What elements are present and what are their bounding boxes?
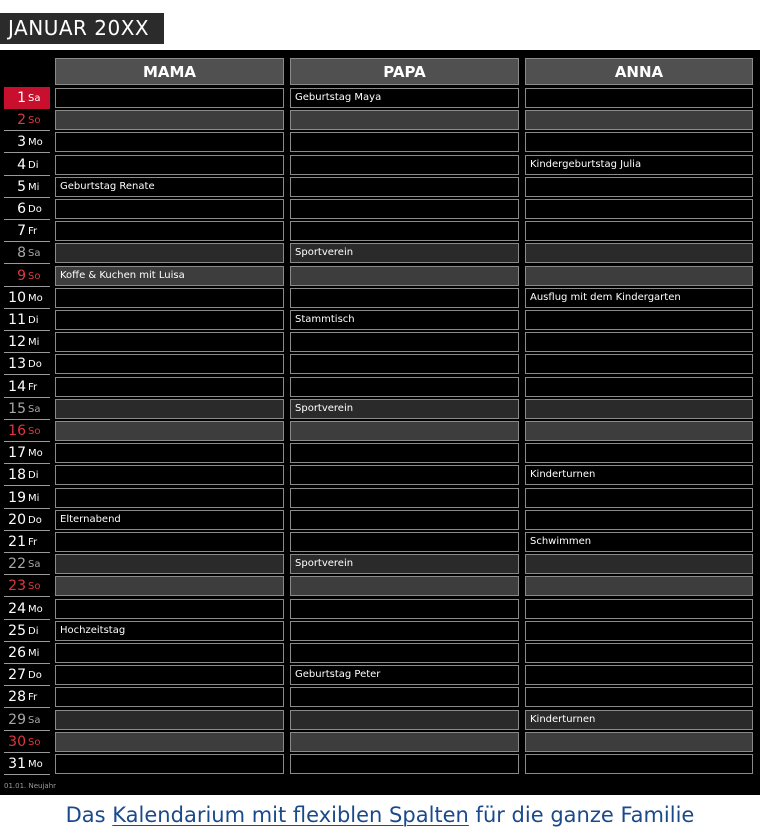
- calendar-cell[interactable]: Sportverein: [290, 399, 519, 419]
- day-number: 15: [8, 400, 26, 417]
- calendar-cell[interactable]: Kinderturnen: [525, 710, 753, 730]
- day-name: Mo: [28, 137, 43, 149]
- day-name: Do: [28, 204, 42, 215]
- caption-text-end: für die ganze Familie: [468, 803, 695, 827]
- day-label: [4, 686, 50, 708]
- day-name: Di: [28, 470, 39, 482]
- month-title: JANUAR 20XX: [0, 13, 164, 44]
- calendar-cell[interactable]: [290, 732, 519, 752]
- day-label: [4, 442, 50, 464]
- day-label: [4, 598, 50, 620]
- calendar-cell[interactable]: Geburtstag Peter: [290, 665, 519, 685]
- column-header-mama[interactable]: MAMA: [55, 58, 284, 85]
- calendar-cell[interactable]: [525, 554, 753, 574]
- day-label: [4, 287, 50, 309]
- column-header-anna[interactable]: ANNA: [525, 58, 753, 85]
- calendar-cell[interactable]: [55, 599, 284, 619]
- calendar-cell[interactable]: [525, 88, 753, 108]
- day-name: Mi: [28, 492, 40, 504]
- day-name: Do: [28, 359, 42, 371]
- calendar-cell[interactable]: [525, 576, 753, 596]
- calendar-cell[interactable]: [525, 199, 753, 219]
- day-label: [4, 420, 50, 442]
- calendar-cell[interactable]: [525, 643, 753, 663]
- day-number: 5: [17, 178, 26, 195]
- day-label: [4, 220, 50, 242]
- day-name: Do: [28, 514, 42, 526]
- day-label: [4, 709, 50, 731]
- calendar-cell[interactable]: Geburtstag Maya: [290, 88, 519, 108]
- day-number: 11: [8, 312, 26, 328]
- calendar-cell[interactable]: [290, 599, 519, 619]
- day-label: [4, 531, 50, 553]
- day-label: [4, 753, 50, 775]
- calendar-cell[interactable]: [55, 132, 284, 152]
- calendar-board: [0, 50, 760, 795]
- calendar-cell[interactable]: Schwimmen: [525, 532, 753, 552]
- day-number: 4: [17, 156, 26, 173]
- day-name: Sa: [28, 93, 41, 104]
- day-label: [4, 664, 50, 686]
- day-label: [4, 109, 50, 131]
- day-number: 14: [8, 378, 26, 395]
- calendar-cell[interactable]: Geburtstag Renate: [55, 177, 284, 197]
- day-number: 9: [17, 267, 26, 284]
- day-number: 24: [8, 600, 26, 617]
- calendar-cell[interactable]: Koffe & Kuchen mit Luisa: [55, 266, 284, 286]
- calendar-cell[interactable]: [290, 643, 519, 663]
- calendar-cell[interactable]: [290, 465, 519, 485]
- day-number: 16: [8, 423, 26, 439]
- day-name: Sa: [28, 248, 41, 260]
- calendar-cell[interactable]: [525, 110, 753, 130]
- calendar-cell[interactable]: [290, 621, 519, 641]
- day-number: 7: [17, 223, 26, 240]
- calendar-cell[interactable]: Sportverein: [290, 554, 519, 574]
- day-label: [4, 731, 50, 753]
- day-label: [4, 464, 50, 486]
- day-number: 10: [8, 289, 26, 306]
- calendar-cell[interactable]: [290, 687, 519, 707]
- day-number: 23: [8, 578, 26, 595]
- calendar-cell[interactable]: [525, 132, 753, 152]
- day-name: Mo: [28, 292, 43, 304]
- calendar-cell[interactable]: [525, 266, 753, 286]
- day-label: [4, 509, 50, 531]
- day-number: 28: [8, 689, 26, 706]
- calendar-cell[interactable]: Hochzeitstag: [55, 621, 284, 641]
- day-label: [4, 176, 50, 198]
- day-name: Fr: [28, 692, 38, 704]
- calendar-cell[interactable]: [55, 354, 284, 374]
- calendar-cell[interactable]: [290, 354, 519, 374]
- calendar-cell[interactable]: [290, 177, 519, 197]
- calendar-cell[interactable]: [55, 199, 284, 219]
- caption-link[interactable]: Kalendarium mit flexiblen Spalten: [112, 803, 469, 827]
- day-label: [4, 331, 50, 353]
- day-name: So: [28, 736, 41, 748]
- day-number: 29: [8, 711, 26, 728]
- calendar-cell[interactable]: [55, 332, 284, 352]
- day-name: Sa: [28, 559, 41, 571]
- calendar-cell[interactable]: [55, 421, 284, 441]
- calendar-cell[interactable]: [290, 199, 519, 219]
- calendar-cell[interactable]: [525, 599, 753, 619]
- calendar-cell[interactable]: Stammtisch: [290, 310, 519, 330]
- day-name: So: [28, 115, 41, 127]
- calendar-cell[interactable]: [55, 243, 284, 263]
- day-label: [4, 198, 50, 220]
- calendar-cell[interactable]: [55, 754, 284, 774]
- calendar-cell[interactable]: Ausflug mit dem Kindergarten: [525, 288, 753, 308]
- calendar-cell[interactable]: [55, 732, 284, 752]
- day-name: Mo: [28, 603, 43, 615]
- calendar-cell[interactable]: [290, 754, 519, 774]
- day-name: So: [28, 426, 41, 437]
- calendar-cell[interactable]: Elternabend: [55, 510, 284, 530]
- day-label: [4, 575, 50, 597]
- calendar-cell[interactable]: [55, 554, 284, 574]
- calendar-cell[interactable]: [525, 243, 753, 263]
- calendar-cell[interactable]: [525, 354, 753, 374]
- calendar-cell[interactable]: [525, 377, 753, 397]
- day-label: [4, 398, 50, 420]
- day-number: 27: [8, 667, 26, 684]
- day-label: [4, 242, 50, 264]
- day-number: 1: [17, 90, 26, 106]
- calendar-cell[interactable]: [55, 665, 284, 685]
- calendar-cell[interactable]: [525, 687, 753, 707]
- day-name: Di: [28, 625, 39, 637]
- calendar-cell[interactable]: [525, 754, 753, 774]
- calendar-cell[interactable]: [55, 532, 284, 552]
- day-name: Mi: [28, 337, 40, 349]
- calendar-cell[interactable]: [290, 421, 519, 441]
- day-label: [4, 553, 50, 575]
- calendar-cell[interactable]: [290, 510, 519, 530]
- calendar-cell[interactable]: [55, 465, 284, 485]
- calendar-cell[interactable]: [290, 132, 519, 152]
- day-label: [4, 87, 50, 109]
- calendar-cell[interactable]: [55, 221, 284, 241]
- calendar-cell[interactable]: [525, 732, 753, 752]
- calendar-cell[interactable]: Sportverein: [290, 243, 519, 263]
- calendar-cell[interactable]: [525, 221, 753, 241]
- calendar-cell[interactable]: [525, 510, 753, 530]
- calendar-cell[interactable]: [55, 155, 284, 175]
- calendar-cell[interactable]: [525, 488, 753, 508]
- day-number: 30: [8, 733, 26, 750]
- day-label: [4, 620, 50, 642]
- calendar-cell[interactable]: [55, 576, 284, 596]
- calendar-cell[interactable]: [525, 310, 753, 330]
- calendar-cell[interactable]: [525, 332, 753, 352]
- day-name: Mi: [28, 181, 40, 193]
- calendar-cell[interactable]: [525, 621, 753, 641]
- day-label: [4, 487, 50, 509]
- day-name: Sa: [28, 714, 41, 726]
- calendar-cell[interactable]: [525, 399, 753, 419]
- calendar-cell[interactable]: [55, 710, 284, 730]
- day-number: 19: [8, 489, 26, 506]
- holiday-footnote: 01.01. Neujahr: [4, 782, 57, 790]
- day-label: [4, 265, 50, 287]
- day-number: 26: [8, 645, 26, 661]
- day-name: So: [28, 581, 41, 593]
- day-name: Fr: [28, 537, 38, 548]
- day-number: 25: [8, 622, 26, 639]
- calendar-cell[interactable]: [55, 488, 284, 508]
- day-name: Do: [28, 670, 42, 682]
- calendar-cell[interactable]: Kinderturnen: [525, 465, 753, 485]
- calendar-cell[interactable]: [290, 288, 519, 308]
- day-number: 31: [8, 756, 26, 772]
- calendar-cell[interactable]: [55, 310, 284, 330]
- calendar-cell[interactable]: [55, 110, 284, 130]
- calendar-cell[interactable]: [55, 643, 284, 663]
- day-number: 17: [8, 445, 26, 462]
- day-label: [4, 642, 50, 664]
- day-name: Mo: [28, 759, 43, 770]
- calendar-cell[interactable]: [290, 576, 519, 596]
- day-name: Fr: [28, 226, 38, 238]
- calendar-cell[interactable]: [55, 88, 284, 108]
- day-name: Di: [28, 159, 39, 171]
- calendar-cell[interactable]: [290, 488, 519, 508]
- day-label: [4, 309, 50, 331]
- day-number: 20: [8, 511, 26, 528]
- day-number: 6: [17, 201, 26, 217]
- day-name: Sa: [28, 403, 41, 415]
- calendar-cell[interactable]: [55, 377, 284, 397]
- day-name: So: [28, 270, 41, 282]
- calendar-cell[interactable]: [55, 399, 284, 419]
- calendar-cell[interactable]: [55, 288, 284, 308]
- day-name: Di: [28, 315, 39, 326]
- calendar-cell[interactable]: [525, 443, 753, 463]
- calendar-cell[interactable]: [290, 710, 519, 730]
- calendar-cell[interactable]: [290, 266, 519, 286]
- caption: [0, 800, 760, 830]
- calendar-cell[interactable]: [525, 177, 753, 197]
- day-name: Mo: [28, 448, 43, 460]
- calendar-cell[interactable]: [290, 155, 519, 175]
- column-header-papa[interactable]: PAPA: [290, 58, 519, 85]
- calendar-cell[interactable]: [290, 443, 519, 463]
- day-number: 13: [8, 356, 26, 373]
- calendar-cell[interactable]: [290, 110, 519, 130]
- calendar-cell[interactable]: [290, 532, 519, 552]
- day-number: 2: [17, 112, 26, 129]
- calendar-cell[interactable]: Kindergeburtstag Julia: [525, 155, 753, 175]
- calendar-cell[interactable]: [55, 443, 284, 463]
- day-number: 22: [8, 556, 26, 573]
- calendar-cell[interactable]: [55, 687, 284, 707]
- calendar-cell[interactable]: [290, 377, 519, 397]
- day-label: [4, 154, 50, 176]
- day-number: 8: [17, 245, 26, 262]
- day-number: 18: [8, 467, 26, 484]
- caption-text-start: Das: [65, 803, 113, 827]
- day-name: Mi: [28, 648, 40, 659]
- calendar-cell[interactable]: [525, 665, 753, 685]
- calendar-cell[interactable]: [525, 421, 753, 441]
- day-label: [4, 131, 50, 153]
- day-number: 3: [17, 134, 26, 151]
- day-name: Fr: [28, 381, 38, 393]
- day-label: [4, 376, 50, 398]
- day-number: 12: [8, 334, 26, 351]
- calendar-cell[interactable]: [290, 332, 519, 352]
- day-number: 21: [8, 534, 26, 550]
- calendar-cell[interactable]: [290, 221, 519, 241]
- day-label: [4, 353, 50, 375]
